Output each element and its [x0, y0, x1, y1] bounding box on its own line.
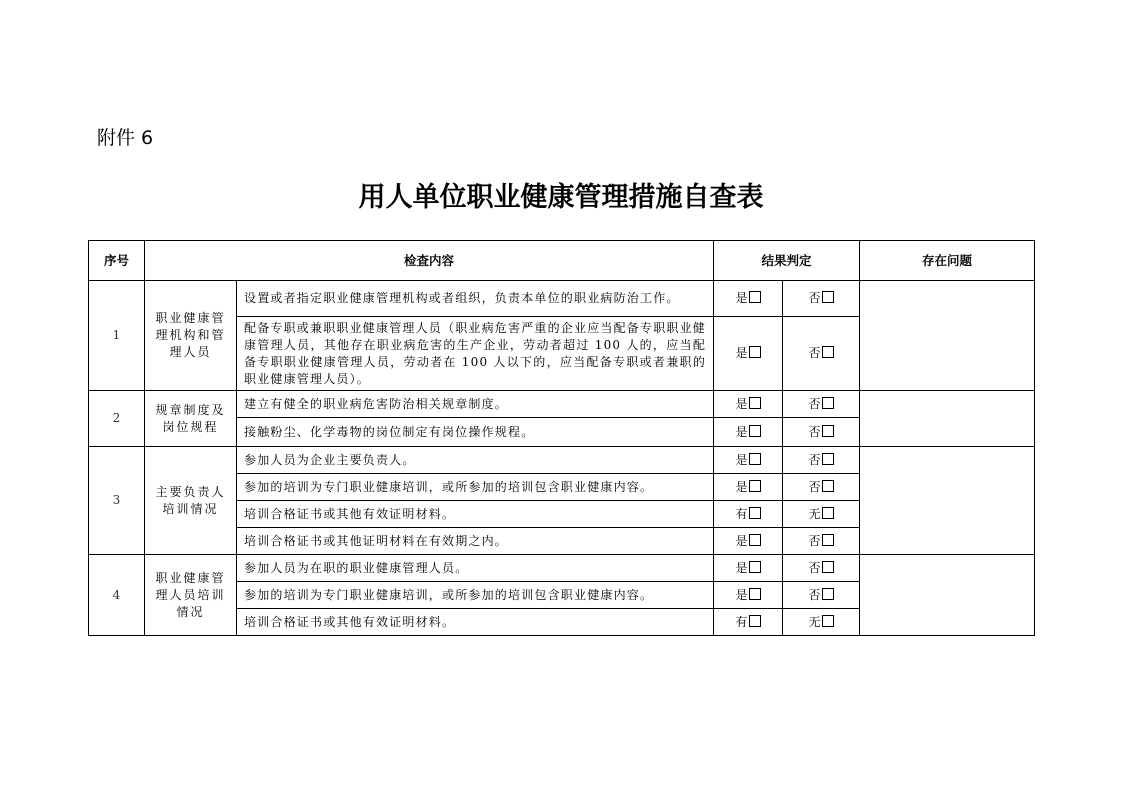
- check-item: 参加人员为企业主要负责人。: [237, 447, 714, 474]
- checkbox[interactable]: [749, 561, 761, 573]
- header-content: 检查内容: [145, 241, 714, 281]
- option-label: 否: [808, 396, 821, 411]
- option-yes[interactable]: [714, 447, 783, 474]
- option-no[interactable]: [783, 418, 860, 447]
- option-yes[interactable]: [714, 281, 783, 317]
- issues-cell[interactable]: [860, 281, 1035, 391]
- option-label: 否: [808, 560, 821, 575]
- option-yes[interactable]: [714, 528, 783, 555]
- table-row: [89, 391, 1035, 418]
- option-yes[interactable]: [714, 317, 783, 391]
- option-label: 是: [735, 291, 748, 305]
- option-label: 是: [735, 396, 748, 411]
- checkbox[interactable]: [749, 425, 761, 437]
- option-label: 否: [808, 291, 821, 305]
- check-item: 培训合格证书或其他有效证明材料。: [237, 609, 714, 636]
- page-title: 用人单位职业健康管理措施自查表: [358, 182, 764, 213]
- row-number: 4: [89, 555, 145, 636]
- header-result: 结果判定: [714, 241, 860, 281]
- category-name: 职业健康管理人员培训情况: [145, 555, 237, 636]
- checkbox[interactable]: [822, 425, 834, 437]
- checkbox[interactable]: [749, 534, 761, 546]
- issues-cell[interactable]: [860, 555, 1035, 636]
- checkbox[interactable]: [822, 615, 834, 627]
- check-item: 参加人员为在职的职业健康管理人员。: [237, 555, 714, 582]
- option-no[interactable]: [783, 555, 860, 582]
- attachment-label: 附件 6: [97, 127, 154, 149]
- check-item: 建立有健全的职业病危害防治相关规章制度。: [237, 391, 714, 418]
- row-number: 3: [89, 447, 145, 555]
- option-no[interactable]: [783, 609, 860, 636]
- option-yes[interactable]: [714, 582, 783, 609]
- header-issues: 存在问题: [860, 241, 1035, 281]
- checkbox[interactable]: [822, 480, 834, 492]
- option-no[interactable]: [783, 501, 860, 528]
- check-item: 培训合格证书或其他有效证明材料。: [237, 501, 714, 528]
- option-no[interactable]: [783, 391, 860, 418]
- checkbox[interactable]: [822, 588, 834, 600]
- option-label: 是: [735, 346, 748, 360]
- checkbox[interactable]: [749, 588, 761, 600]
- checkbox[interactable]: [822, 453, 834, 465]
- option-label: 是: [735, 587, 748, 602]
- checkbox[interactable]: [822, 346, 834, 358]
- option-yes[interactable]: [714, 391, 783, 418]
- option-no[interactable]: [783, 582, 860, 609]
- option-no[interactable]: [783, 281, 860, 317]
- checkbox[interactable]: [822, 507, 834, 519]
- checkbox[interactable]: [822, 561, 834, 573]
- checkbox[interactable]: [749, 397, 761, 409]
- option-yes[interactable]: [714, 609, 783, 636]
- option-label: 否: [808, 479, 821, 494]
- checkbox[interactable]: [822, 534, 834, 546]
- checkbox[interactable]: [749, 480, 761, 492]
- option-label: 否: [808, 533, 821, 548]
- row-number: 1: [89, 281, 145, 391]
- self-check-table: [88, 240, 1035, 636]
- option-no[interactable]: [783, 317, 860, 391]
- check-item: 参加的培训为专门职业健康培训，或所参加的培训包含职业健康内容。: [237, 474, 714, 501]
- table-row: [89, 555, 1035, 582]
- option-label: 无: [808, 506, 821, 521]
- option-no[interactable]: [783, 528, 860, 555]
- option-label: 是: [735, 479, 748, 494]
- option-label: 是: [735, 424, 748, 439]
- check-item: 配备专职或兼职职业健康管理人员（职业病危害严重的企业应当配备专职职业健康管理人员，其他存在职业病危害的生产企业，劳动者超过 100 人的，应当配备专职职业健康管理人员，劳动者在 100 人以下的，应当配备专职或者兼职的职业健康管理人员）。: [237, 317, 714, 391]
- option-label: 否: [808, 452, 821, 467]
- option-yes[interactable]: [714, 555, 783, 582]
- checkbox[interactable]: [822, 397, 834, 409]
- option-label: 有: [735, 614, 748, 629]
- category-name: 职业健康管理机构和管理人员: [145, 281, 237, 391]
- category-name: 规章制度及岗位规程: [145, 391, 237, 447]
- table-header: [89, 241, 1035, 281]
- category-name: 主要负责人培训情况: [145, 447, 237, 555]
- option-label: 无: [808, 614, 821, 629]
- option-label: 否: [808, 587, 821, 602]
- option-no[interactable]: [783, 474, 860, 501]
- checkbox[interactable]: [749, 291, 761, 303]
- option-label: 有: [735, 506, 748, 521]
- option-label: 是: [735, 560, 748, 575]
- option-label: 是: [735, 452, 748, 467]
- option-yes[interactable]: [714, 418, 783, 447]
- option-yes[interactable]: [714, 474, 783, 501]
- header-no: 序号: [89, 241, 145, 281]
- check-item: 培训合格证书或其他证明材料在有效期之内。: [237, 528, 714, 555]
- issues-cell[interactable]: [860, 447, 1035, 555]
- option-yes[interactable]: [714, 501, 783, 528]
- option-label: 否: [808, 346, 821, 360]
- check-item: 接触粉尘、化学毒物的岗位制定有岗位操作规程。: [237, 418, 714, 447]
- row-number: 2: [89, 391, 145, 447]
- issues-cell[interactable]: [860, 391, 1035, 447]
- checkbox[interactable]: [749, 615, 761, 627]
- checkbox[interactable]: [749, 507, 761, 519]
- table-row: [89, 447, 1035, 474]
- option-label: 是: [735, 533, 748, 548]
- check-item: 设置或者指定职业健康管理机构或者组织，负责本单位的职业病防治工作。: [237, 281, 714, 317]
- checkbox[interactable]: [749, 453, 761, 465]
- checkbox[interactable]: [749, 346, 761, 358]
- check-item: 参加的培训为专门职业健康培训，或所参加的培训包含职业健康内容。: [237, 582, 714, 609]
- table-row: [89, 281, 1035, 317]
- checkbox[interactable]: [822, 291, 834, 303]
- option-label: 否: [808, 424, 821, 439]
- option-no[interactable]: [783, 447, 860, 474]
